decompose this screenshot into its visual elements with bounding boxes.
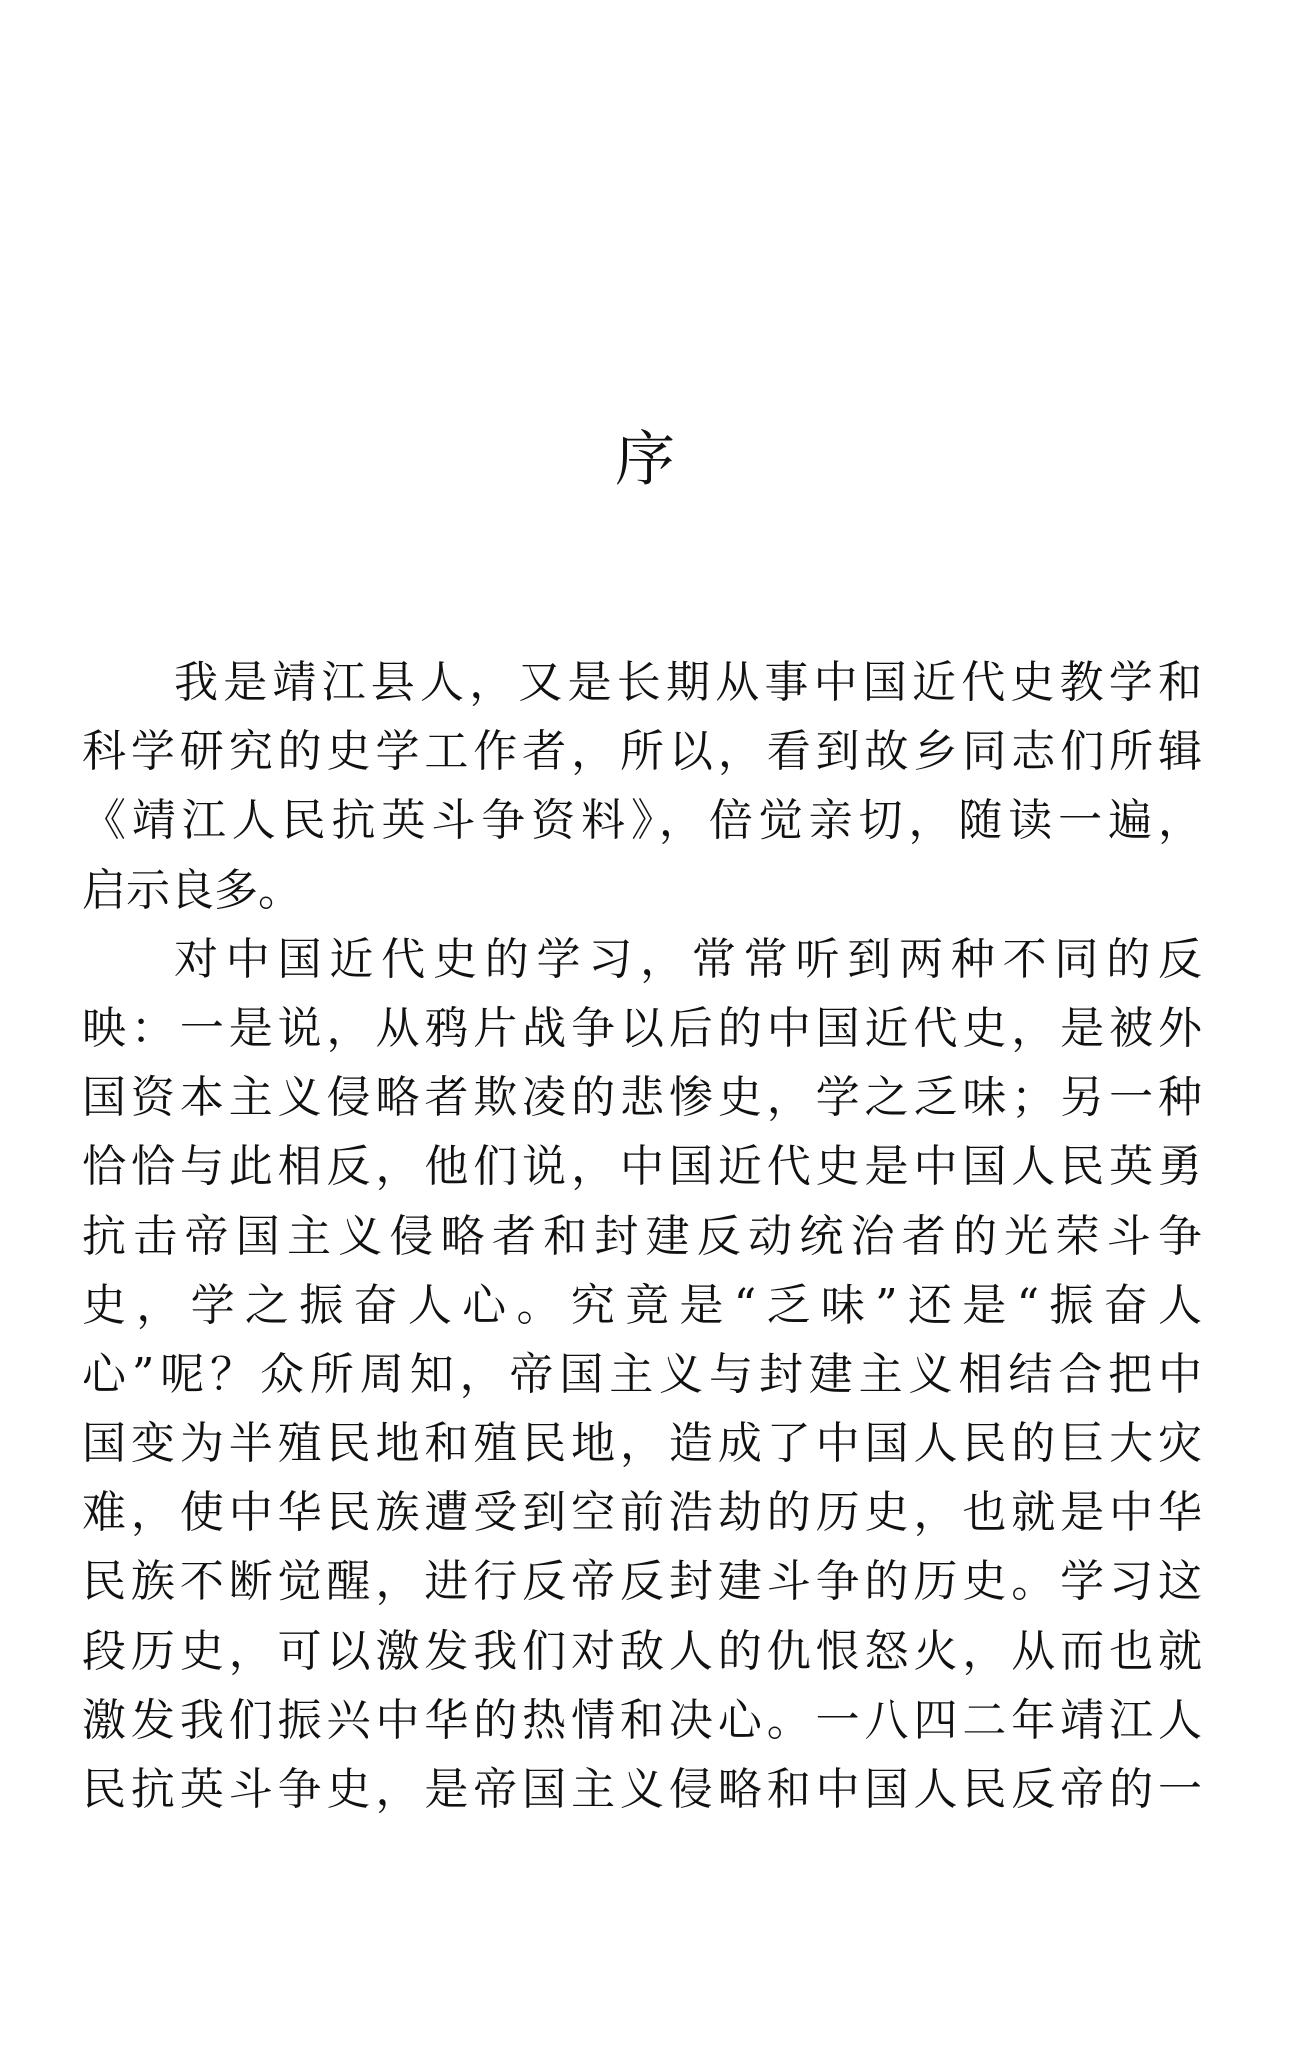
text-line: 启示良多。 [82, 864, 302, 916]
text-line: 民族不断觉醒，进行反帝反封建斗争的历史。学习这 [82, 1556, 1202, 1608]
text-line: 激发我们振兴中华的热情和决心。一八四二年靖江人 [82, 1694, 1202, 1746]
text-line: 对中国近代史的学习，常常听到两种不同的反 [174, 933, 1202, 985]
text-line: 民抗英斗争史，是帝国主义侵略和中国人民反帝的一 [82, 1764, 1202, 1815]
body-text [82, 648, 1202, 1824]
text-line: 《靖江人民抗英斗争资料》，倍觉亲切，随读一遍， [82, 795, 1202, 847]
text-line: 难，使中华民族遭受到空前浩劫的历史，也就是中华 [82, 1487, 1202, 1539]
text-line: 段历史，可以激发我们对敌人的仇恨怒火，从而也就 [82, 1625, 1202, 1677]
text-line: 抗击帝国主义侵略者和封建反动统治者的光荣斗争 [82, 1210, 1202, 1262]
text-line: 史，学之振奋人心。究竟是“乏味”还是“振奋人 [82, 1279, 1202, 1331]
page-title: 序 [615, 425, 675, 495]
text-line: 我是靖江县人，又是长期从事中国近代史教学和 [174, 657, 1202, 708]
text-line: 映：一是说，从鸦片战争以后的中国近代史，是被外 [82, 1002, 1202, 1054]
text-line: 恰恰与此相反，他们说，中国近代史是中国人民英勇 [82, 1141, 1202, 1193]
text-line: 国变为半殖民地和殖民地，造成了中国人民的巨大灾 [82, 1418, 1202, 1470]
text-line: 心”呢？众所周知，帝国主义与封建主义相结合把中 [82, 1348, 1202, 1400]
text-line: 科学研究的史学工作者，所以，看到故乡同志们所辑 [82, 726, 1202, 778]
text-line: 国资本主义侵略者欺凌的悲惨史，学之乏味；另一种 [82, 1072, 1202, 1124]
